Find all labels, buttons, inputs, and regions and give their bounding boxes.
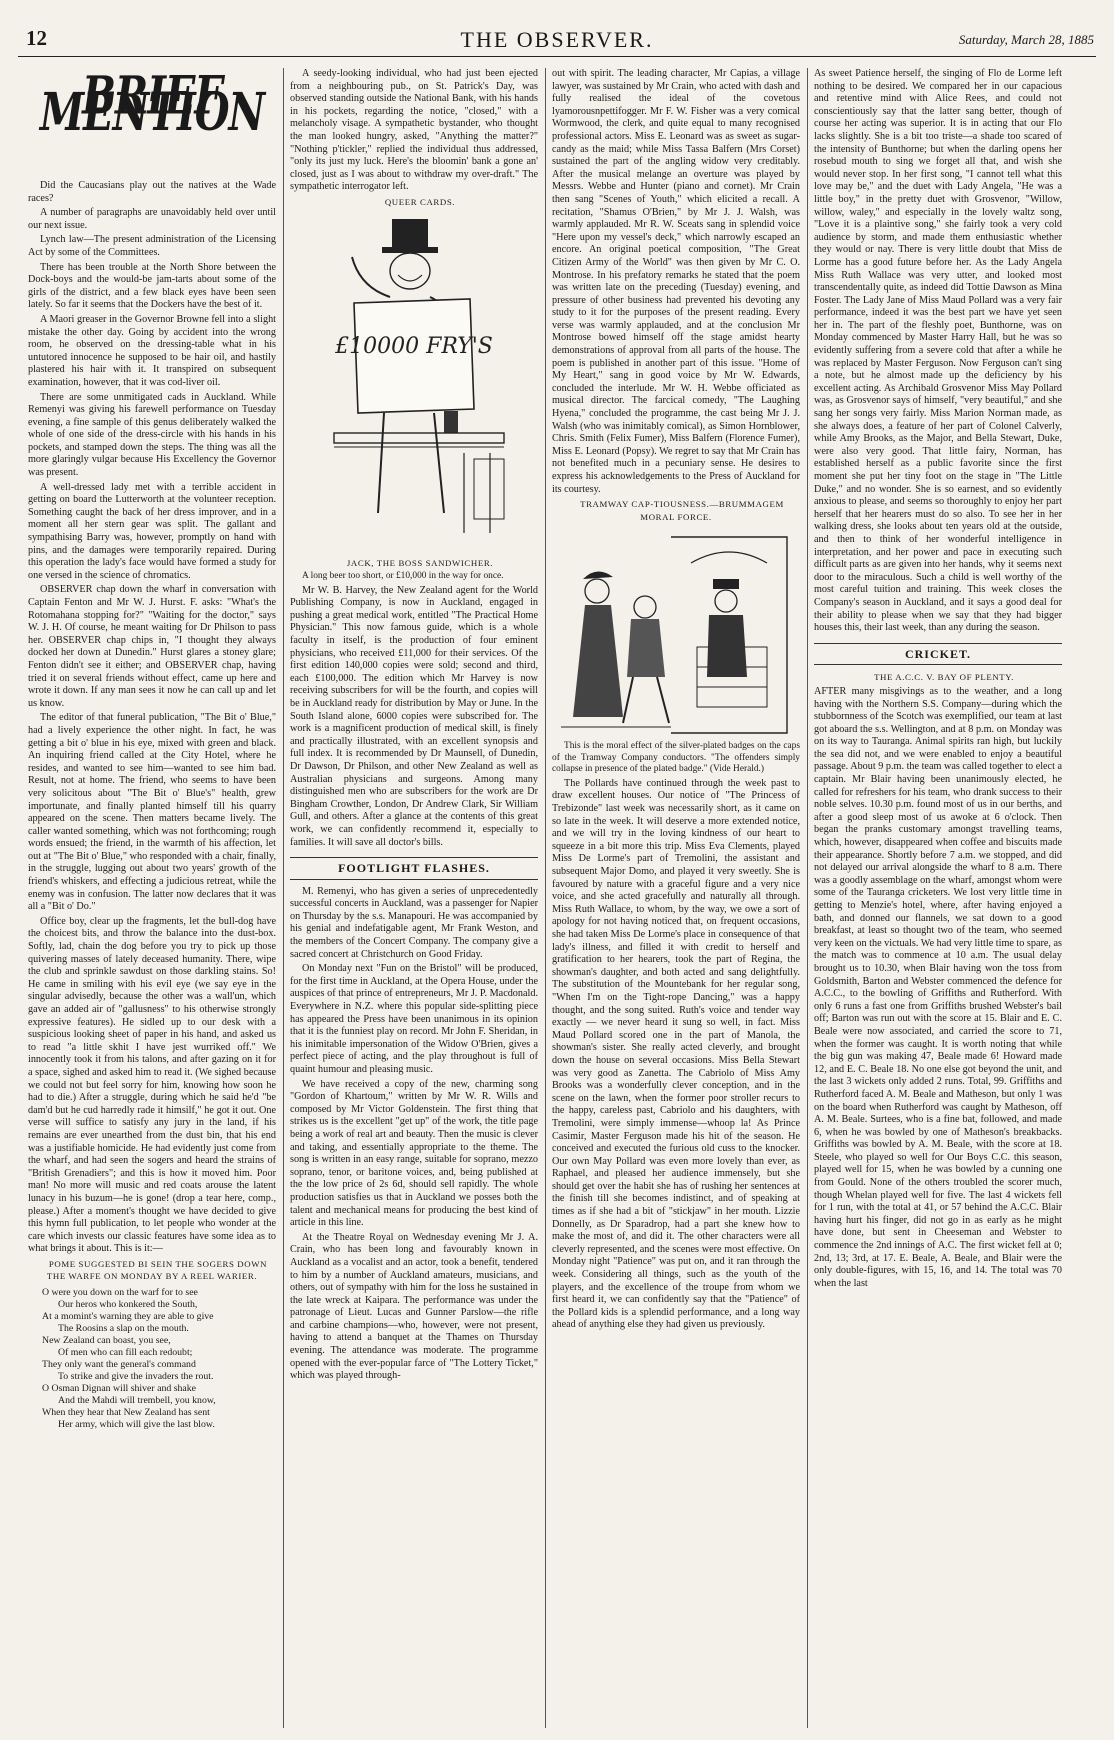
poem-line: And the Mahdi will trembell, you know,	[58, 1395, 216, 1407]
poem-line: Her army, which will give the last blow.	[58, 1419, 215, 1431]
paragraph: The editor of that funeral publication, "The Bit o' Blue," had a lively experience the other night. In fact, he was getting a bit o' blue in his eye, mixed with green and black. An inquiring friend called at the City Hotel, where he resides, and wanted to see him—wanted to see him bad. Result, not at home. The friend, who seems to have been very solicitous about "The Bit o' Blue's" health, grew importunate, and finally planted himself till his quarry appeared on the scene. Then matters became lively. The caller wanted something, which was not forthcoming; rough words ensued; the friend, in the warmth of his affection, let out at "The Bit o' Blue," who responded with a chair, finally, in the struggle, lugging out about two years' growth of the friend's whiskers, and effecting a judicious retreat, while the enemy was in confusion. The latter now declares that it was all a "Bit o' Do."	[28, 712, 276, 913]
poem-line: When they hear that New Zealand has sent	[42, 1407, 210, 1419]
paragraph: We have received a copy of the new, charming song "Gordon of Khartoum," written by Mr W. R. Wills and composed by Mr Victor Goldenstein. The first thing that strikes us is the excellent "get up" of the work, the title page being a work of real art and beauty. Then the music is clever and taking, and essentially appropriate to the theme. The song is written in an easy range, suitable for soprano, mezzo soprano, tenor, or baritone voices, and, being published at the the low price of 2s 6d, should sell rapidly. The whole production satisfies us that in Auckland we posses both the talent and mechanical means for producing the best kind of article in this line.	[290, 1078, 538, 1229]
column-4	[814, 68, 1062, 1728]
paragraph: out with spirit. The leading character, Mr Capias, a village lawyer, was sustained by Mr Crain, who acted with dash and fully realised the ideal of the covetous lyamorousnpettifogger. Mr F. W. Fisher was a very comical Wormwood, the clerk, and quite equal to many recognised professional actors. Miss E. Leonard was as sweet as sugar-candy as the maid; while Miss Tassa Balfern (Mrs Corset) sustained the part of the angling widow very creditably. After the musical melange an overture was played by Messrs. Webbe and Hunter (piano and cornet). Mr Crain then sang "Scenes of Youth," which elicited a recall. A recitation, "Shamus O'Brien," by Mr J. J. Walsh, was warmly applauded. Mr R. W. Sceats sang in splendid voice "Here upon my vessel's deck," which narrowly escaped an encore. An original poetical composition, "The Great Citizen Army of the World" was then given by Mr C. O. Montrose. In his prefatory remarks he stated that the poem was written late on the preceding (Tuesday) evening, and pressure of other business had prevented his devoting any study to it for the purposes of the present reading. Every verse was warmly applauded, and at the conclusion Mr Montrose bowed himself off the stage amidst hearty demonstrations of approval from all parts of the house. The poem is published in another part of this issue. "Home of My Heart," sang in good voice by Mr W. Edwards, concluded the interlude. Mr W. H. Webbe officiated as musical director. The farcical comedy, "The Laughing Hyena," concluded the programme, the cast being Mr J. J. Walsh (who was inimitably comical), as Simon Hornblower, Chris. Smith (Felix Fumer), Miss Balfern (Florence Fumer), Miss E. Leonard (Popsy). We regret to say that Mr Crain has not benefited much in a pecuniary sense. He desires to express his acknowledgements to the Press of Auckland for its courtesy.	[552, 68, 800, 495]
poem-line: New Zealand can boast, you see,	[42, 1335, 171, 1347]
lady-dress-shape	[573, 605, 623, 717]
illustration-title: TRAMWAY CAP-TIOUSNESS.—BRUMMAGEM MORAL FORCE.	[580, 499, 784, 522]
poem-line: O were you down on the warf for to see	[42, 1287, 198, 1299]
poem-line: Our heros who konkered the South,	[58, 1299, 198, 1311]
head-shape	[390, 253, 430, 289]
column-rule	[283, 68, 284, 1728]
conductor-head-shape	[715, 590, 737, 612]
poem-line: O Osman Dignan will shiver and shake	[42, 1383, 196, 1395]
illustration-caption: A long beer too short, or £10,000 in the way for once.	[302, 571, 504, 582]
paragraph: AFTER many misgivings as to the weather, and a long having with the Northern S.S. Company—during which the stubbornness of the Scotch was exemplified, our team at last got aboard the s.s. Wellington, and at 8 p.m. on Monday was on its way to Tauranga. Animal spirits ran high, but luckily the sea did not, and we were enabled to enjoy a beautiful passage. About 9 p.m. the team was called together to elect a captain. Mr Blair having been unanimously elected, he called for refreshers for his team, who drank success to their noble selves. 10.30 p.m. found most of us in our berths, and after a good sleep most of us awoke at 6 o'clock. Then began the pranks customary amongst travelling teams, which, however, disappeared when coffee and biscuits made their appearance. Shortly before 7 a.m. we stopped, and did not delayed our arrival alongside the wharf to 8 a.m. There was a goodly assemblage on the wharf, amongst whom were some of the Tauranga cricketers. We lost very little time in getting to Menzie's hotel, where, after having enjoyed a bath, and donned our flannels, we sat down to a good breakfast, at least so thought two of the team, who seemed very keen on the victuals. We had very little time to spare, as the match was to commence at 10 a.m. The usual delay brought us to 10.30, when Blair having won the toss from Goldsmith, Barton and Webster commenced the defence for A.C.C., to the bowling of Griffiths and Rutherford. With only 6 runs a fast one from Griffiths brushed Webster's bail off; Barton was run out with the score at 15. Blair and E. C. Beale were now associated, and carried the score to 71, when the former was caught. It is worth noting that while the big gun was making 47, Beale made 6! Howard made 12, and E. C. Beale 18. No one else got beyond the unit, and the last 3 wickets only added 2 runs. Total, 99. Griffiths and Rutherford faced A. M. Beale and Matheson, but only 1 was on the board when Rutherford was caught by Matheson, off A. M. Beale. Surtees, who is a fine bat, followed, and made 6, when he was bowled by one of Matheson's breakbacks. Griffiths was bowled by A. M. Beale, with the score at 18. Steele, who played so well for Our Boys C.C. this season, played well for 15, when he was bowled by a cunning one from Gould. None of the others troubled the scorer much, though Whelan played well for five. The last 4 wickets fell for 1 run, with the total at 41, or 57 behind the A.C.C. Blair having hurt his finger, did not go in as early as he might have done, but sent in Cheeseman and Webster to commence the 2nd innings of A.C. The first wicket fell at 0; 2nd, 13; 3rd, at 17. E. Beale, A. Beale, and Blair were the only double-figures, with 15, 16, and 14. The total was 70 when the last	[814, 685, 1062, 1289]
paragraph: Lynch law—The present administration of the Licensing Act by some of the Committees.	[28, 234, 276, 258]
arm-shape	[352, 257, 390, 297]
page-number: 12	[26, 26, 47, 50]
lady-head-shape	[585, 579, 609, 603]
poem-line: They only want the general's command	[42, 1359, 196, 1371]
column-1	[28, 68, 276, 1728]
hat-shape	[392, 219, 428, 249]
illustration-caption: This is the moral effect of the silver-plated badges on the caps of the Tramway Company conductors. "The offenders simply collapse in presence of the plated badge." (Vide Herald.)	[552, 741, 800, 775]
paragraph: M. Remenyi, who has given a series of unprecedentedly successful concerts in Auckland, was a passenger for Napier on Thursday by the s.s. Manapouri. He was accompanied by his genial and indefatigable agent, Mr Frank Weston, and the members of the Concert Company. The company give a sacred concert at Christchurch on Good Friday.	[290, 885, 538, 960]
gent-legs-shape	[623, 677, 669, 723]
poem-title: POME SUGGESTED BI SEIN THE SOGERS DOWN THE WARFE ON MONDAY BY A REEL WARIER.	[46, 1258, 268, 1282]
legs-shape	[378, 413, 444, 513]
beard-shape	[398, 275, 422, 281]
paragraph: A seedy-looking individual, who had just been ejected from a neighbouring pub., on St. Patrick's Day, was observed standing outside the National Bank, with his hands in his pockets, regarding the notice, "closed," with a melancholy visage. A sympathetic bystander, who thought the man looked hungry, asked, "Anything the matter?" "Nothing p'tickler," replied the individual thus addressed, "only its just my luck. Here's the bloomin' bank a gone an' closed, just as I was about to withdraw my over-draft." The sympathetic interrogator left.	[290, 68, 538, 193]
poem	[28, 1287, 276, 1431]
paragraph: Did the Caucasians play out the natives at the Wade races?	[28, 180, 276, 204]
poem-line: At a momint's warning they are able to give	[42, 1311, 214, 1323]
brief-mention-logo	[28, 68, 276, 166]
section-heading: FOOTLIGHT FLASHES.	[290, 857, 538, 880]
lady-hat-shape	[583, 572, 613, 580]
poem-line: The Roosins a slap on the mouth.	[58, 1323, 189, 1335]
poem-line: To strike and give the invaders the rout.	[58, 1371, 214, 1383]
paragraph: A well-dressed lady met with a terrible accident in getting on board the Lutterworth at the volunteer reception. Something caught the back of her dress improver, and in a moment all her stern gear was split. The gallant and sympathising Barry was, however, promptly on hand with pins, and the damages were temporarily repaired. During this operation the lady's face would have formed a study for one versed in the science of chromatics.	[28, 481, 276, 581]
paragraph: As sweet Patience herself, the singing of Flo de Lorme left nothing to be desired. We compared her in our capacious and retentive mind with Alice Rees, and could not conscientiously say that the latter sang better, though of course her acting was superior. It is in acting that our Flo lacks slightly. She is a bit too triste—a shade too scared of the intensity of Bunthorne; but when the darling opens her rosebud mouth to sing we forget all that, and wish she would never stop. In her first song, "I cannot tell what this love may be," and the duet with Lady Angela, "He was a little boy," in the pretty duet with Grosvenor, "Willow, willow, waley," and especially in the lovely waltz song, "Love it is a plaintive song," she fairly took a very cold audience by storm, and made them enthusiastic whether they would or nay. There is very little doubt that Miss de Lorme has a good future before her. As the Lady Angela Miss Ruth Wallace was very utter, and looked most transcendentally quite, as indeed did Tottie Dawson as Mina Foster. The Lady Jane of Miss Maud Pollard was a very fair performance, indeed it was the best part we have yet seen her in. The part of the fleshly poet, Bunthorne, was on Monday commenced by Master Harry Hall, but he was so evidently suffering from a severe cold that after a while he was replaced by Master Ferguson. Now Ferguson can't sing a note, but he almost made up the deficiency by his excellent acting. As Archibald Grosvenor Miss May Pollard was, as Grosvenor says of himself, "very beautiful," and she sang her songs very fairly. Miss Marion Norman made, as she always does, a feature of her part of Colonel Calverly, while Amy Brooks, as the Major, and Bella Stewart, Duke, were also very good. That little fairy, Norman, has established herself as a public favorite since the first moment she put her tiny foot on the stage in "The Little Duke," and no wonder. She is so earnest, and so evidently anxious to please, and seems so thoroughly to enjoy her part herself that her hearers must do so also. To see her in her walking dress, she looks about ten years old at the outside, and then to think of her wonderful intelligence in interpretation, and her power and pace in executing such difficult parts as are given into her hands, why it seems next door to the miraculous. Such a child is well worthy of the most careful tuition and training. This week closes the Company's season in Auckland, and it says a good deal for their ability to please when we say that they had bigger houses this, their last week, than any during the season.	[814, 68, 1062, 634]
issue-date: Saturday, March 28, 1885	[958, 32, 1094, 47]
bar-post-shape	[464, 453, 490, 533]
bar-counter-shape	[334, 433, 504, 443]
illustration-caption-title: JACK, THE BOSS SANDWICHER.	[346, 557, 494, 568]
paragraph: A Maori greaser in the Governor Browne fell into a slight mistake the other day. Going by accident into the wrong room, he observed on the dressing-table what in his untutored innocence he supposed to be hair oil, and hastily plastered his hair with it. It transpired on subsequent examination, however, that it was cod-liver oil.	[28, 313, 276, 388]
sandwich-man-illustration	[314, 213, 514, 553]
brief-mention-logo-text: BRIEF MENTION	[39, 68, 265, 143]
paragraph: A number of paragraphs are unavoidably held over until our next issue.	[28, 207, 276, 231]
section-subheading: THE A.C.C. V. BAY OF PLENTY.	[874, 672, 1014, 683]
column-3	[552, 68, 800, 1728]
paragraph: On Monday next "Fun on the Bristol" will be produced, for the first time in Auckland, at the Opera House, under the auspices of that prince of entrepreneurs, Mr J. P. Macdonald. Everywhere in N.Z. where this popular side-splitting piece has appeared the Press have been unanimous in its opinion that it is the funniest play on record. Mr John F. Sheridan, in his inimitable impersonation of the Widow O'Brien, gives a perfect piece of acting, and the play throughout is full of quaint humour and pleasing music.	[290, 963, 538, 1075]
section-heading: CRICKET.	[814, 643, 1062, 666]
paragraph: OBSERVER chap down the wharf in conversation with Captain Fenton and Mr W. J. Hurst. F. asks: "What's the Rotomahana stopping for?" "Waiting for the doctor," says W. J. H. Of course, he meant waiting for Dr Philson to pass her. OBSERVER chap chips in, "I thought they always docked her down at Dunedin." Hurst glares a stoney glare; Fenton didn't see it either; and OBSERVER chap, having tried it on several friends without effect, came up here and wrote it down. If any man sees it now he can call up and let us know.	[28, 584, 276, 709]
tram-arch-shape	[691, 552, 767, 563]
tankard-shape	[444, 411, 458, 433]
illustration-title: QUEER CARDS.	[384, 196, 456, 207]
paragraph: The Pollards have continued through the week past to draw excellent houses. Our notice of "The Princess of Trebizonde" last week was necessarily short, as it came on so late in the week. It will deserve a more extended notice, and we will try in the loving kindness of our heart to squeeze in a bit more this trip. Miss Eva Clements, played Miss De Lorme's part of Tremolini, the assistant and subsequent Major Domo, and played it very sweetly. She is favoured by nature with a graceful figure and a very nice voice, and she acted gracefully and naturally all through. Miss Ruth Wallace, to whom, by the way, we owe a sort of apology for not having noticed that, on frequent occasions, she had taken Miss De Lorme's place in consequence of that lady's illness, and filled it with credit to herself and gratification to her hearers, took the part of Regina, the showman's daughter, and both acted and sang delightfully. The substitution of the Mountebank for her regular song, "When I'm on the Tight-rope Dancing," was a happy thought, and the song suited. Ruth's voice and tender way exactly — we never heard it sung so well, in fact. Miss Maud Pollard scored one in the part of Manola, the showman's sister. She really acted cleverly, and brought down the house on several occasions. Miss Bella Stewart was very good as Zanetta. The Cabriolo of Miss Amy Brooks was a wonderfully clever conception, and in the scene on the lawn, when the former poor stroller recurs to the happy, careless past, Cabriolo and his daughters, with Tremolini, were simply immense—whoop la! As Prince Casimir, Master Ferguson made his hit of the season. He conceived and executed the furious old cuss to the knocker. Our own May Pollard was even more lovely than ever, as Raphael, and pleased her audience immensely, but she should get over the habit she has of rushing her sentences at the finish till she becomes indistinct, and of speaking at times as if she had a bit of "stickjaw" in her mouth. Lizzie Donnelly, as Dr Sparadrop, had a part she knew how to make the most of, and did it. The other characters were all cleverly represented, and the scenes were most effective. On Monday night "Patience" was put on, and it ran through the week. Considering all things, such as the youth of the players, and the excellence of the troupe from whom we first heard it, we can confidently say that the "Patience" of the Pollard kids is a splendid performance, and a long way ahead of anything else they had given us previously.	[552, 777, 800, 1331]
column-rule	[807, 68, 808, 1728]
gent-body-shape	[627, 619, 665, 677]
gent-head-shape	[634, 596, 656, 618]
masthead	[18, 26, 1096, 57]
conductor-body-shape	[707, 615, 747, 677]
column-2	[290, 68, 538, 1728]
paragraph: Office boy, clear up the fragments, let the bull-dog have the choicest bits, and throw the balance into the dust-box. Softly, lad, chain the dog before you try to pick up those quivering masses of lately deceased humanity. There, wipe the club and sprinkle sawdust on those darkling stains. So! He came in smiling with his evil eye (we say eye in the singular advisedly, because the other was a wall'un, which gave an added air of "gallusness" to his otherwise strongly expressive features). He sidled up to our desk with a suspicious looking sheet of paper in his hand, and asked us to read "a little skhit I have jest wurriked off." We innocently took it from his talons, and after gazing on it for a space, sighed and asked him to read it. (We sighed because we could not but feel sorry for him, knowing how soon he had to die.) After a struggle, during which he said he'd "be dam'd but he cud harredly rade it himsilf," he got it out. One verse will suffice to satisfy any jury in the land, if his remains are ever unearthed from the dust bin, that his end was a justifiable homicide. He had evidently just come from the wharf, and had seen the sogers and heard the strains of "British Grenadiers"; and this is how it moved him. Poor man! No more will music and red coats arouse the latent lunacy in his buzum—he is gone! (drop a tear here, comp., please.) After a moment's thought we have decided to give this hymn full publication, to let people who wonder at the care which invests our classic features have some idea as to what brings it about. This is it:—	[28, 915, 276, 1255]
hat-brim-shape	[382, 247, 438, 253]
bar-panel-shape	[474, 459, 504, 519]
tramway-illustration	[561, 527, 791, 737]
board-text: £10000 FRY'S	[335, 333, 493, 359]
conductor-cap-shape	[713, 579, 739, 589]
paragraph: There has been trouble at the North Shore between the Dock-boys and the would-be jam-tarts about some of the girls of the district, and a few black eyes have been seen lately. So far it seems that the Dockers have the best of it.	[28, 261, 276, 311]
paragraph: There are some unmitigated cads in Auckland. While Remenyi was giving his farewell performance on Tuesday evening, a fine sample of this genus deliberately walked the whole of one side of the dress-circle with his hands in his pockets, and stamped down the steps. The thing was all the more glaringly vulgar because His Excellency the Governor was present.	[28, 391, 276, 479]
column-rule	[545, 68, 546, 1728]
paragraph: At the Theatre Royal on Wednesday evening Mr J. A. Crain, who has been long and favourably known in Auckland as a vocalist and an actor, took a benefit, tendered to him by a number of Auckland amateurs, musicians, and others, out of sympathy with him for the loss he sustained in the late wreck at Kaipara. The performance was under the patronage of Lieut. Lucas and Gunner Parslow—the rifle and carbine champions—who, however, were not present, having to attend a banquet at the Thames on Thursday evening. The attendance was moderate. The programme opened with the ever-popular farce of "The Lottery Ticket," which was played through-	[290, 1231, 538, 1382]
paragraph: Mr W. B. Harvey, the New Zealand agent for the World Publishing Company, is now in Auckland, engaged in pushing a great medical work, entitled "The Practical Home Physician." This now famous guide, which is a whole faculty in itself, is the production of four eminent physicians, who received £11,000 for their services. Of the first edition 140,000 copies were sold; second and third, each £100,000. The edition which Mr Harvey is now receiving subscribers for will be the fourth, and copies will be in Auckland ready for distribution by May or June. In the South Island alone, 6000 copies were subscribed for. The work is a magnificent production of medical skill, is finely and practically illustrated, with an excellent synopsis and full index. It is recommended by Dr Maunsell, of Dunedin, Dr Dawson, Dr Philson, and other New Zealand as well as Australian physicians and surgeons. Among many distinguished men who are subscribers for the work are Dr Bingham Crowther, London, Dr Andrew Clark, Sir William Gull, and others. After a glance at the contents of this great work, we can confidently recommend it, especially to families. It will save all doctor's bills.	[290, 584, 538, 848]
columns	[28, 68, 1088, 1728]
poem-line: Of men who can fill each redoubt;	[58, 1347, 193, 1359]
paper-title: THE OBSERVER.	[460, 27, 654, 52]
